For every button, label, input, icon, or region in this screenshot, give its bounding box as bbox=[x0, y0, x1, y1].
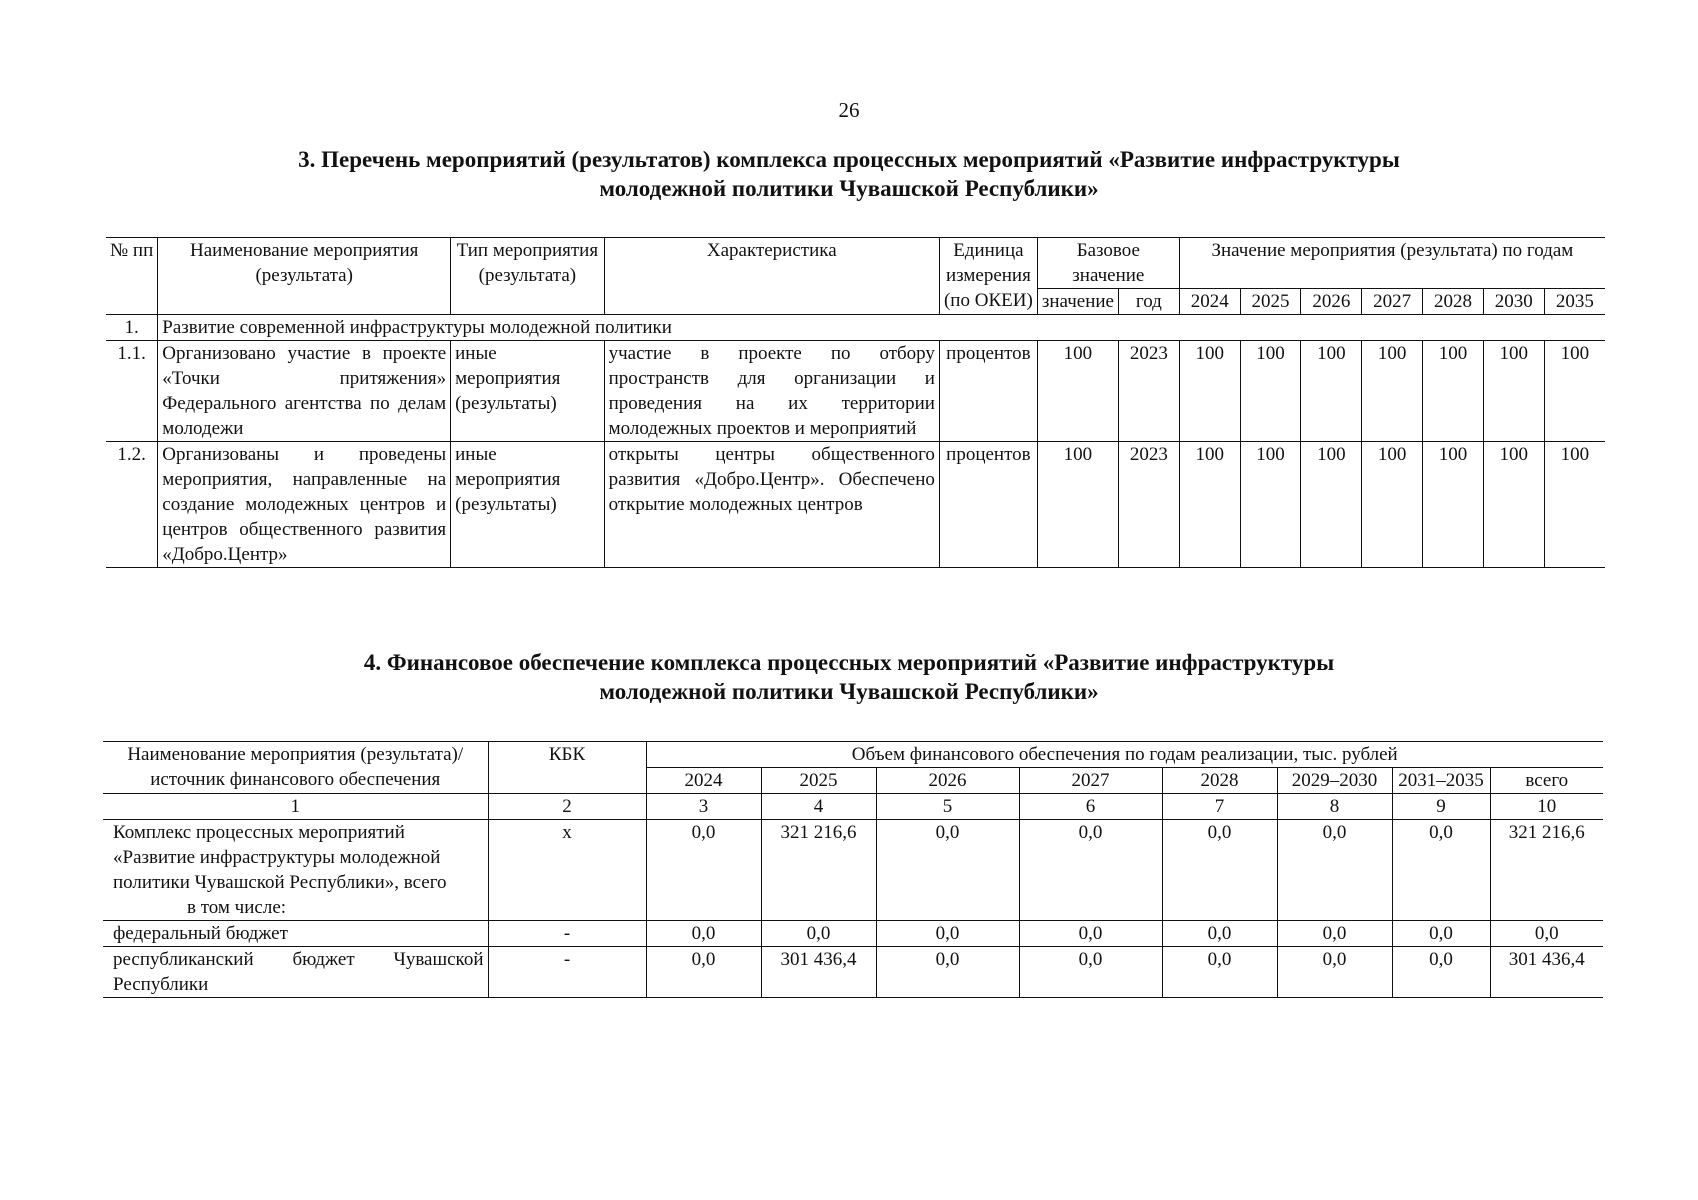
fin-row-value: 0,0 bbox=[1162, 820, 1277, 921]
header-year: 2030 bbox=[1483, 289, 1544, 315]
header-year: 2024 bbox=[1179, 289, 1240, 315]
fin-header-year: 2026 bbox=[876, 768, 1019, 794]
header-year: 2027 bbox=[1362, 289, 1423, 315]
row-base-value: 100 bbox=[1037, 341, 1118, 442]
fin-header-total: всего bbox=[1490, 768, 1603, 794]
fin-row-value: 0,0 bbox=[1019, 947, 1162, 998]
col-number: 8 bbox=[1277, 794, 1392, 820]
col-number: 5 bbox=[876, 794, 1019, 820]
section3-title bbox=[0, 145, 1698, 203]
fin-header-name: Наименование мероприятия (результата)/источник финансового обеспечения bbox=[103, 742, 488, 794]
fin-row-sub: в том числе: bbox=[187, 897, 287, 918]
header-unit: Единица измерения (по ОКЕИ) bbox=[939, 238, 1037, 315]
row-value: 100 bbox=[1544, 341, 1605, 442]
fin-row-value: 0,0 bbox=[1392, 921, 1490, 947]
fin-row-kbk: x bbox=[488, 820, 646, 921]
header-year: 2028 bbox=[1423, 289, 1484, 315]
fin-row-value: 0,0 bbox=[1277, 820, 1392, 921]
header-name: Наименование мероприятия (результата) bbox=[158, 238, 451, 315]
col-number: 1 bbox=[103, 794, 488, 820]
row-name: Организовано участие в проекте «Точки притяжения» Федерального агентства по делам молодежи bbox=[158, 341, 451, 442]
header-num: № пп bbox=[106, 238, 158, 315]
fin-header-year: 2031–2035 bbox=[1392, 768, 1490, 794]
row-num: 1.2. bbox=[106, 442, 158, 568]
fin-row-name-cell bbox=[103, 820, 488, 921]
row-value: 100 bbox=[1301, 341, 1362, 442]
row-name: Организованы и проведены мероприятия, направленные на создание молодежных центров и центров общественного развития «Добро.Центр» bbox=[158, 442, 451, 568]
row-unit: процентов bbox=[939, 442, 1037, 568]
col-number: 2 bbox=[488, 794, 646, 820]
fin-row-value: 0,0 bbox=[876, 820, 1019, 921]
header-year: 2035 bbox=[1544, 289, 1605, 315]
fin-header-volume: Объем финансового обеспечения по годам реализации, тыс. рублей bbox=[646, 742, 1603, 768]
row-value: 100 bbox=[1240, 341, 1301, 442]
section4-title-line1: 4. Финансовое обеспечение комплекса процессных мероприятий «Развитие инфраструктуры bbox=[363, 650, 1335, 675]
header-base-year: год bbox=[1118, 289, 1179, 315]
fin-header-kbk: КБК bbox=[488, 742, 646, 794]
col-number: 4 bbox=[761, 794, 876, 820]
row-value: 100 bbox=[1423, 442, 1484, 568]
fin-row-kbk: - bbox=[488, 947, 646, 998]
row-value: 100 bbox=[1544, 442, 1605, 568]
table-row bbox=[106, 442, 1605, 568]
fin-row-value: 0,0 bbox=[876, 947, 1019, 998]
fin-header-year: 2028 bbox=[1162, 768, 1277, 794]
row-value: 100 bbox=[1483, 341, 1544, 442]
fin-row-total: 0,0 bbox=[1490, 921, 1603, 947]
row-type: иные мероприятия (результаты) bbox=[451, 442, 604, 568]
group-name: Развитие современной инфраструктуры молодежной политики bbox=[158, 315, 1605, 341]
col-number: 7 bbox=[1162, 794, 1277, 820]
table-row bbox=[103, 820, 1603, 921]
activities-table bbox=[106, 237, 1605, 568]
row-characteristic: открыты центры общественного развития «Добро.Центр». Обеспечено открытие молодежных центров bbox=[604, 442, 939, 568]
header-base-value: значение bbox=[1037, 289, 1118, 315]
row-value: 100 bbox=[1179, 442, 1240, 568]
fin-row-kbk: - bbox=[488, 921, 646, 947]
fin-header-year: 2025 bbox=[761, 768, 876, 794]
fin-header-year: 2024 bbox=[646, 768, 761, 794]
fin-header-year: 2029–2030 bbox=[1277, 768, 1392, 794]
header-year: 2025 bbox=[1240, 289, 1301, 315]
row-type: иные мероприятия (результаты) bbox=[451, 341, 604, 442]
fin-row-value: 0,0 bbox=[876, 921, 1019, 947]
column-number-row bbox=[103, 794, 1603, 820]
row-value: 100 bbox=[1362, 341, 1423, 442]
fin-row-name: федеральный бюджет bbox=[103, 921, 488, 947]
fin-row-value: 0,0 bbox=[761, 921, 876, 947]
row-value: 100 bbox=[1423, 341, 1484, 442]
fin-row-total: 321 216,6 bbox=[1490, 820, 1603, 921]
col-number: 10 bbox=[1490, 794, 1603, 820]
fin-header-year: 2027 bbox=[1019, 768, 1162, 794]
section3-title-line2: молодежной политики Чувашской Республики» bbox=[599, 176, 1099, 201]
row-value: 100 bbox=[1240, 442, 1301, 568]
table-row bbox=[103, 921, 1603, 947]
row-base-value: 100 bbox=[1037, 442, 1118, 568]
fin-row-value: 0,0 bbox=[1277, 921, 1392, 947]
section4-title-line2: молодежной политики Чувашской Республики» bbox=[599, 679, 1099, 704]
row-value: 100 bbox=[1301, 442, 1362, 568]
row-characteristic: участие в проекте по отбору пространств для организации и проведения на их территории молодежных проектов и мероприятий bbox=[604, 341, 939, 442]
table-row bbox=[103, 947, 1603, 998]
page-number: 26 bbox=[838, 98, 860, 122]
fin-row-value: 0,0 bbox=[1162, 921, 1277, 947]
table-row bbox=[106, 341, 1605, 442]
header-type: Тип мероприятия (результата) bbox=[451, 238, 604, 315]
fin-row-value: 321 216,6 bbox=[761, 820, 876, 921]
financing-table bbox=[103, 741, 1603, 998]
fin-row-name: Комплекс процессных мероприятий «Развитие инфраструктуры молодежной политики Чувашской Республики», всего bbox=[113, 822, 447, 893]
fin-row-value: 0,0 bbox=[646, 947, 761, 998]
header-base: Базовое значение bbox=[1037, 238, 1179, 289]
header-years-group: Значение мероприятия (результата) по годам bbox=[1179, 238, 1605, 289]
fin-row-value: 0,0 bbox=[1019, 820, 1162, 921]
section4-title bbox=[0, 648, 1698, 706]
header-year: 2026 bbox=[1301, 289, 1362, 315]
fin-row-value: 0,0 bbox=[1392, 947, 1490, 998]
fin-row-value: 0,0 bbox=[1162, 947, 1277, 998]
row-base-year: 2023 bbox=[1118, 442, 1179, 568]
fin-row-value: 0,0 bbox=[646, 820, 761, 921]
row-value: 100 bbox=[1362, 442, 1423, 568]
fin-row-name: республиканский бюджет Чувашской Республики bbox=[103, 947, 488, 998]
group-row bbox=[106, 315, 1605, 341]
header-characteristic: Характеристика bbox=[604, 238, 939, 315]
group-num: 1. bbox=[106, 315, 158, 341]
row-unit: процентов bbox=[939, 341, 1037, 442]
row-num: 1.1. bbox=[106, 341, 158, 442]
col-number: 3 bbox=[646, 794, 761, 820]
col-number: 9 bbox=[1392, 794, 1490, 820]
fin-row-value: 301 436,4 bbox=[761, 947, 876, 998]
fin-row-total: 301 436,4 bbox=[1490, 947, 1603, 998]
row-base-year: 2023 bbox=[1118, 341, 1179, 442]
fin-row-value: 0,0 bbox=[1277, 947, 1392, 998]
section3-title-line1: 3. Перечень мероприятий (результатов) комплекса процессных мероприятий «Развитие инфраструктуры bbox=[298, 147, 1400, 172]
row-value: 100 bbox=[1483, 442, 1544, 568]
row-value: 100 bbox=[1179, 341, 1240, 442]
fin-row-value: 0,0 bbox=[1019, 921, 1162, 947]
fin-row-value: 0,0 bbox=[1392, 820, 1490, 921]
col-number: 6 bbox=[1019, 794, 1162, 820]
fin-row-value: 0,0 bbox=[646, 921, 761, 947]
